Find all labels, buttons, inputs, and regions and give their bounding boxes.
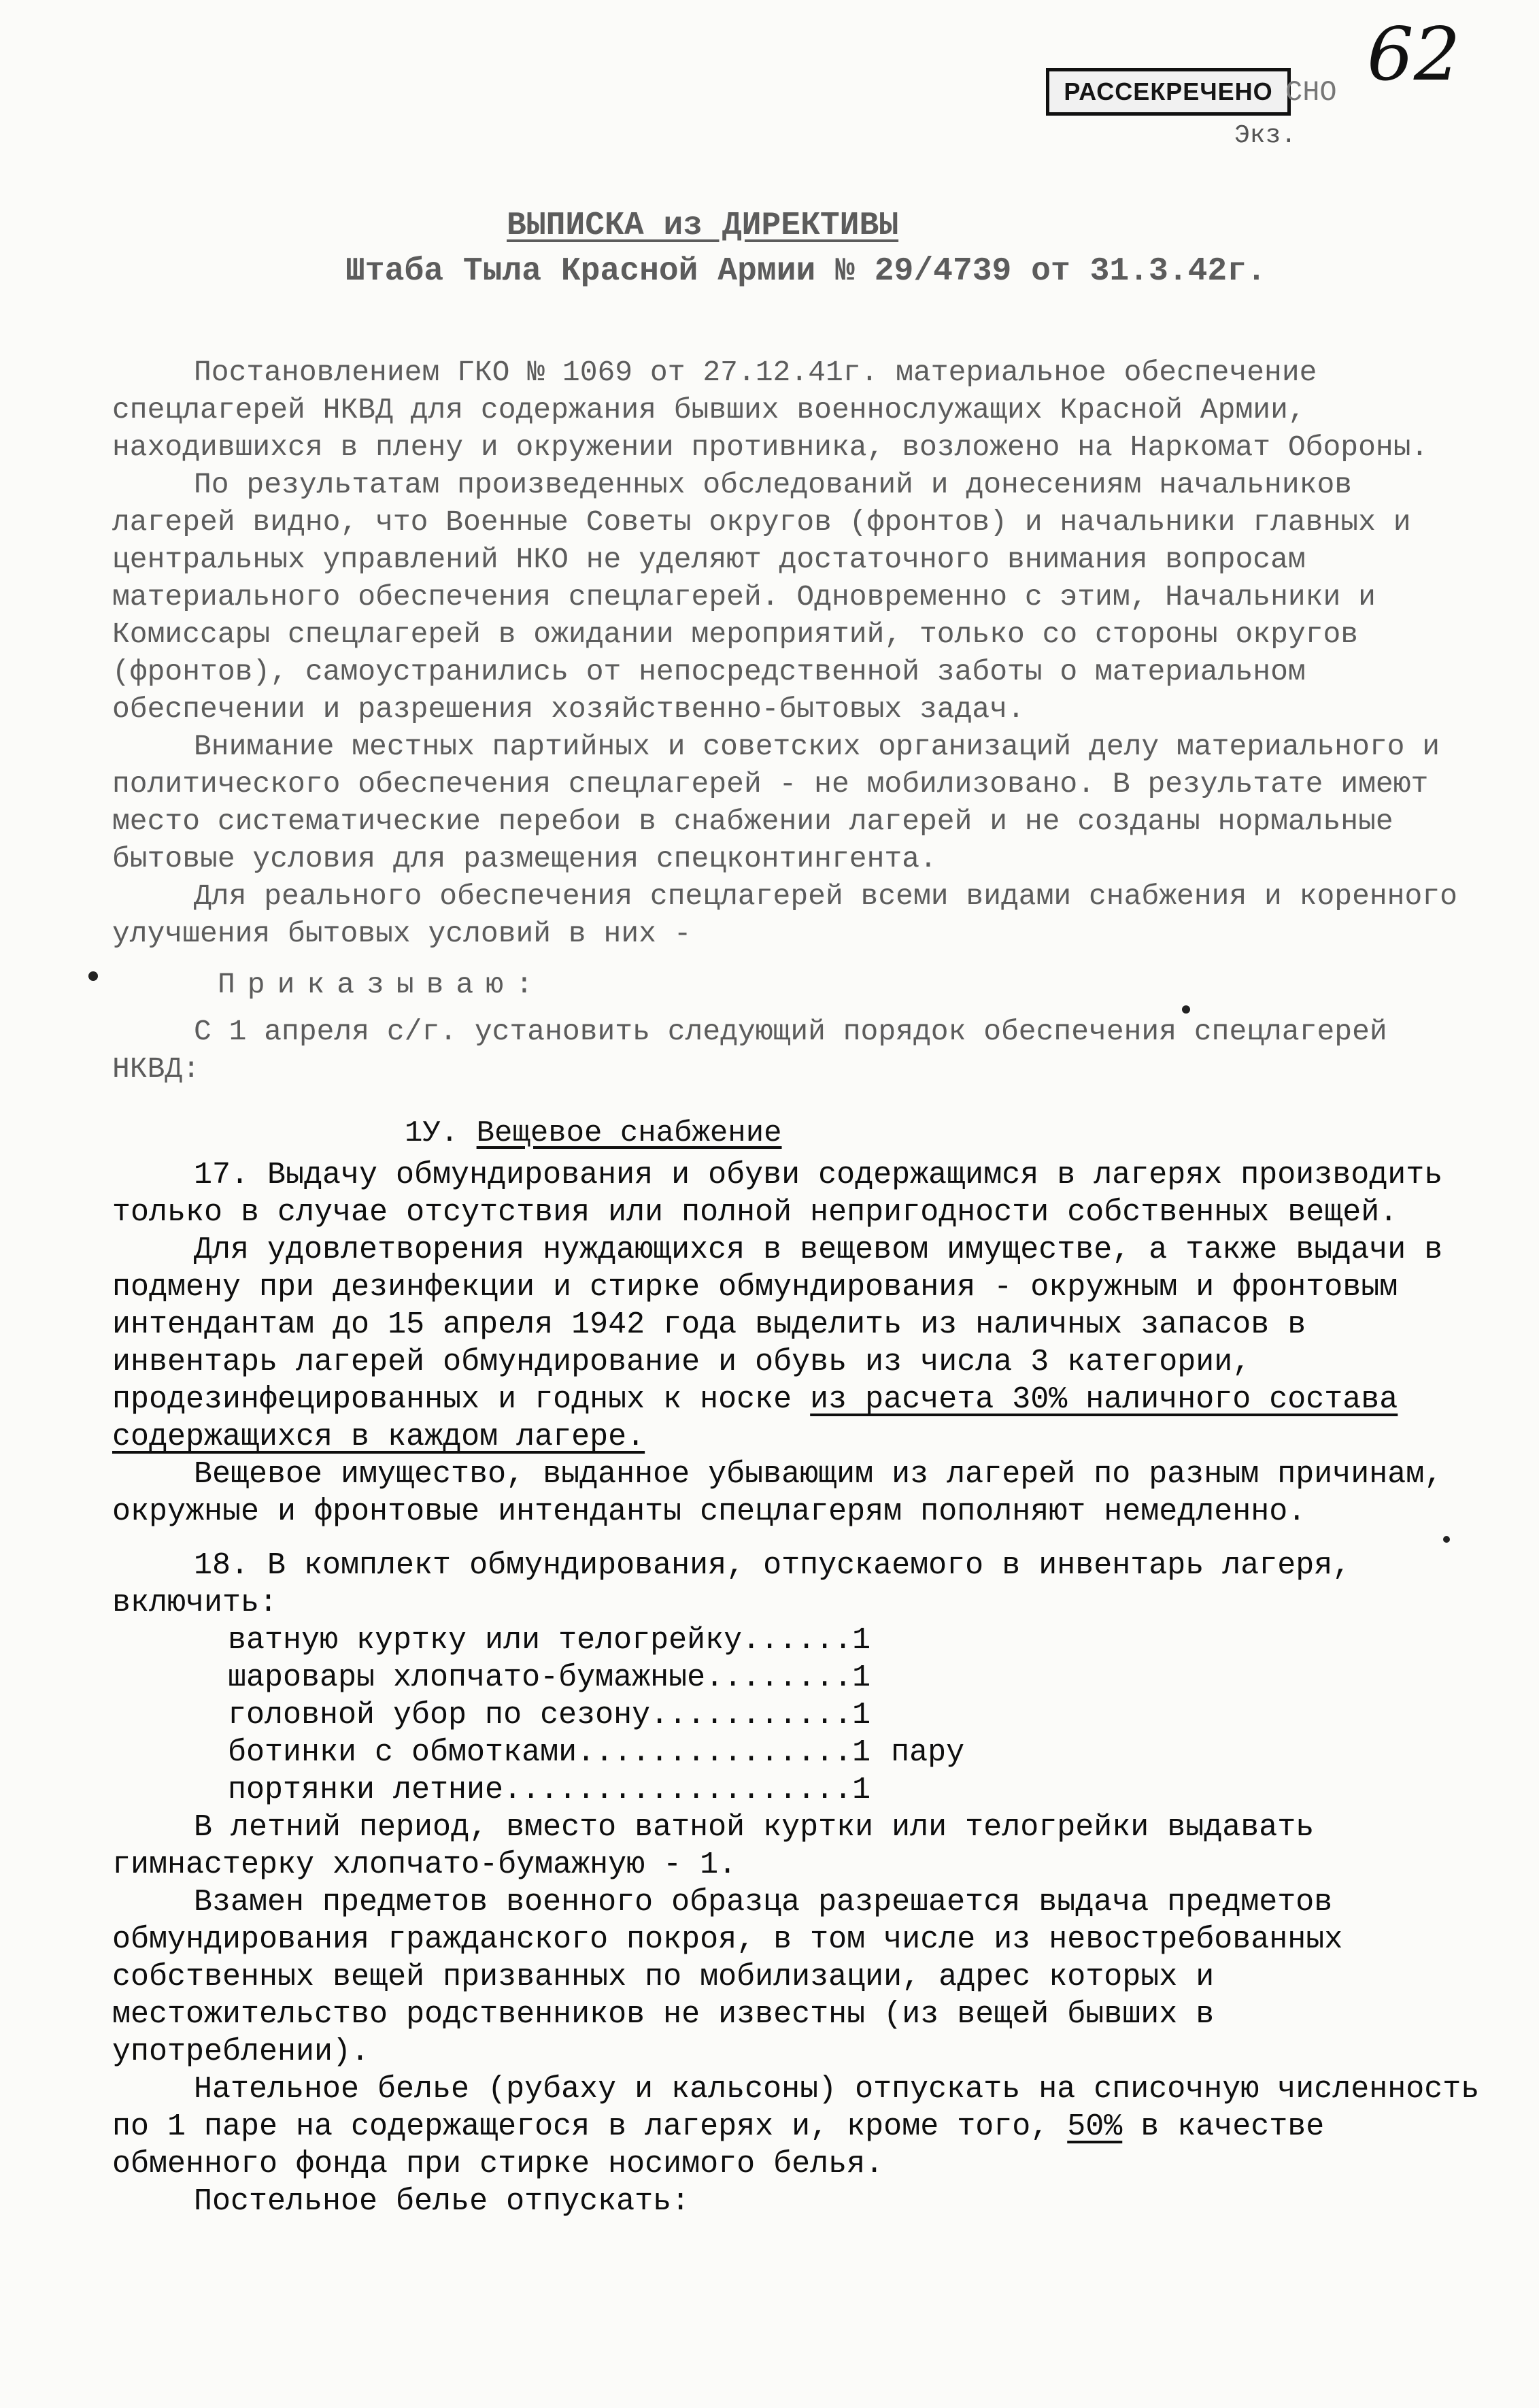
intro-paragraph: Постановлением ГКО № 1069 от 27.12.41г. материальное обеспечение спецлагерей НКВД для содержания бывших военнослужащих Красной Армии, находившихся в плену и окружении противника, возложено на Наркомат Обороны. xyxy=(112,356,1429,464)
kit-item: ватную куртку или телогрейку......1 xyxy=(228,1623,871,1658)
stamp-tail-text: СНО xyxy=(1285,76,1337,109)
document-subtitle: Штаба Тыла Красной Армии № 29/4739 от 31.3.42г. xyxy=(345,253,1266,290)
intro-paragraph: Для реального обеспечения спецлагерей всеми видами снабжения и коренного улучшения бытовых условий в них - xyxy=(112,880,1457,950)
intro-paragraph: По результатам произведенных обследований и донесениям начальников лагерей видно, что Военные Советы округов (фронтов) и начальники главных и центральных управлений НКО не уделяют достаточного внимания вопросам материального обеспечения спецлагерей. Одновременно с этим, Начальники и Комиссары спецлагерей в ожидании мероприятий, только со стороны округов (фронтов), самоустранились от непосредственной заботы о материальном обеспечении и разрешения хозяйственно-бытовых задач. xyxy=(112,468,1411,726)
scan-speck xyxy=(1182,1005,1190,1014)
document-title: ВЫПИСКА из ДИРЕКТИВЫ xyxy=(507,207,899,244)
section-name: Вещевое снабжение xyxy=(476,1116,782,1150)
item-18-summer: В летний период, вместо ватной куртки или телогрейки выдавать гимнастерку хлопчато-бумажную - 1. xyxy=(112,1810,1315,1882)
item-17-paragraph: 17. Выдачу обмундирования и обуви содержащимся в лагерях производить только в случае отсутствия или полной непригодности собственных вещей. xyxy=(112,1158,1443,1230)
scan-speck xyxy=(88,971,98,981)
order-text: С 1 апреля с/г. установить следующий порядок обеспечения спецлагерей НКВД: xyxy=(112,1015,1387,1086)
kit-item: портянки летние...................1 xyxy=(228,1773,871,1807)
document-body xyxy=(112,354,1486,2220)
item-18-linen: Нательное белье (рубаху и кальсоны) отпускать на списочную численность по 1 паре на содержащегося в лагерях и, кроме того, 50% в качестве обменного фонда при стирке носимого белья. xyxy=(112,2072,1480,2181)
item-17 xyxy=(112,1156,1486,1531)
stamp-copy-label: Экз. xyxy=(1234,121,1297,150)
item-17-text: Для удовлетворения нуждающихся в вещевом имуществе, а также выдачи в подмену при дезинфекции и стирке обмундирования - окружным и фронтовым интендантам до 15 апреля 1942 года выделить из наличных запасов в инвентарь лагерей обмундирование и обувь из числа 3 категории, продезинфецированных и годных к носке xyxy=(112,1233,1443,1417)
item-17-paragraph: Вещевое имущество, выданное убывающим из лагерей по разным причинам, окружные и фронтовые интенданты спецлагерям пополняют немедленно. xyxy=(112,1457,1443,1529)
item-18-intro: 18. В комплект обмундирования, отпускаемого в инвентарь лагеря, включить: xyxy=(112,1548,1351,1620)
scan-speck xyxy=(1443,1536,1450,1543)
linen-percent: 50% xyxy=(1067,2109,1123,2144)
kit-item: ботинки с обмотками...............1 пару xyxy=(228,1735,965,1770)
item-17-underlined-norm: из расчета 30% наличного состава содержащихся в каждом лагере. xyxy=(112,1382,1398,1454)
item-18-bedding: Постельное белье отпускать: xyxy=(194,2184,690,2219)
kit-item: шаровары хлопчато-бумажные........1 xyxy=(228,1660,871,1695)
item-18 xyxy=(112,1547,1486,2220)
folio-number: 62 xyxy=(1367,12,1461,97)
order-word: Приказываю: xyxy=(218,968,545,1001)
uniform-kit-list xyxy=(228,1622,1486,1809)
declassified-stamp: РАССЕКРЕЧЕНО xyxy=(1046,68,1291,116)
item-17-paragraph xyxy=(112,1231,1486,1456)
section-heading xyxy=(405,1115,1486,1152)
intro-paragraph: Внимание местных партийных и советских организаций делу материального и политического обеспечения спецлагерей - не мобилизовано. В результате имеют место систематические перебои в снабжении лагерей и не созданы нормальные бытовые условия для размещения спецконтингента. xyxy=(112,730,1440,875)
item-18-civil: Взамен предметов военного образца разрешается выдача предметов обмундирования гражданского покроя, в том числе из невостребованных собственных вещей призванных по мобилизации, адрес которых и местожительство родственников не известны (из вещей бывших в употреблении). xyxy=(112,1885,1343,2069)
kit-item: головной убор по сезону...........1 xyxy=(228,1698,871,1733)
section-number: 1У. xyxy=(405,1116,459,1150)
